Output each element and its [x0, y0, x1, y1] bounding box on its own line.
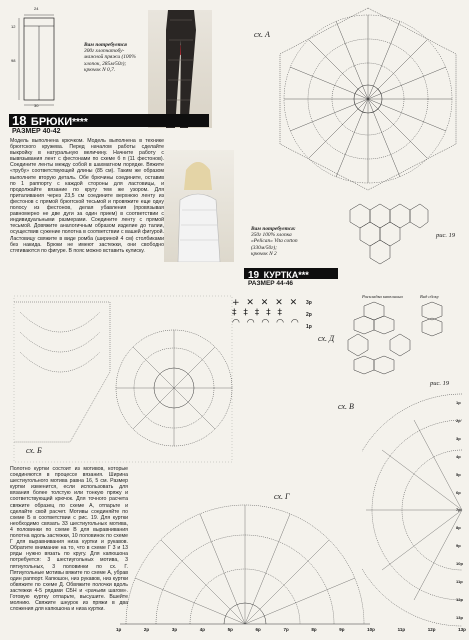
hood-layout-diagram	[344, 300, 414, 384]
right-row-3: 3р	[456, 435, 461, 441]
right-row-9: 9р	[456, 543, 461, 549]
right-row-8: 8р	[456, 525, 461, 531]
scheme-g-label: сх. Г	[274, 492, 290, 501]
figure-19-label-right: рис. 19	[430, 380, 450, 387]
scheme-d-row-3: ◠ ◠ ◠ ◠ ◠	[232, 318, 301, 328]
article-18-size: РАЗМЕР 40-42	[12, 128, 61, 135]
bottom-row-7: 7р	[283, 627, 289, 632]
figure-19-label-top: рис. 19	[436, 232, 456, 239]
scheme-d-row-2: ‡ ‡ ‡ ‡ ‡	[232, 308, 284, 318]
bottom-row-4: 4р	[199, 627, 205, 632]
materials-19-line-3: (330м/50г);	[251, 244, 277, 251]
materials-18-line-4: крючок N 0,7.	[84, 66, 116, 73]
pattern-dim-top: 24	[34, 6, 39, 11]
side-view-label: Вид сбоку	[420, 294, 439, 299]
bottom-row-1: 1р	[116, 627, 122, 632]
materials-18-line-3: хлопок, 285м/50г);	[84, 60, 127, 67]
article-19-stars: ***	[298, 270, 309, 280]
article-18-heading	[12, 114, 88, 127]
bottom-row-12: 12р	[427, 627, 436, 632]
bottom-row-8: 8р	[311, 627, 317, 632]
pattern-dim-left: 12	[11, 24, 16, 29]
scheme-v-diagram	[362, 390, 464, 630]
right-row-12: 12р	[456, 596, 463, 602]
bottom-row-3: 3р	[171, 627, 178, 632]
right-row-numbers	[456, 400, 468, 620]
materials-19-line-1: 350г 100% хлопка	[251, 232, 292, 239]
materials-18-line-1: 300г хлопчатобу-	[84, 48, 125, 55]
bottom-row-11: 11р	[397, 627, 406, 632]
pattern-dim-height: 98	[11, 58, 16, 63]
bottom-row-2: 2р	[143, 627, 150, 632]
right-row-1: 1р	[456, 400, 461, 405]
scheme-a-label: сх. А	[254, 30, 270, 39]
jacket-photo	[164, 150, 234, 262]
materials-19-line-4: крючок N 2	[251, 250, 277, 257]
pants-pattern-schematic	[14, 12, 66, 112]
materials-19-line-2: «Pelican» Vita cotton	[251, 238, 298, 245]
scheme-d-label: сх. Д	[318, 334, 335, 343]
article-19-heading	[248, 268, 309, 279]
hood-layout-label: Раскладка капюшона	[362, 294, 403, 299]
scheme-d-row-1: + ✕ ✕ ✕ ✕	[232, 298, 300, 308]
scheme-b-label: сх. Б	[26, 446, 42, 455]
materials-18-line-2: мажной пряжи (100%	[84, 54, 136, 61]
article-18-title: БРЮКИ	[30, 116, 73, 128]
materials-18	[84, 42, 154, 73]
right-row-4: 4р	[456, 453, 461, 459]
materials-19	[251, 226, 335, 257]
article-19-title: КУРТКА	[263, 270, 299, 280]
scheme-g-diagram	[120, 490, 370, 630]
bottom-row-6: 6р	[255, 627, 261, 632]
right-row-10: 10р	[456, 561, 463, 567]
scheme-b-diagram	[10, 292, 236, 464]
right-row-11: 11р	[456, 579, 463, 585]
scheme-v-label: сх. В	[338, 402, 354, 411]
article-18-number: 18	[12, 113, 27, 128]
scheme-a-diagram	[272, 4, 464, 194]
scheme-d-row-1p: 1р	[306, 324, 312, 330]
bottom-row-5: 5р	[227, 627, 233, 632]
scheme-d-symbols	[232, 298, 304, 342]
bottom-row-13: 13р	[458, 627, 466, 632]
article-18-stars: ****	[72, 117, 88, 128]
materials-18-line-0: Вам потребуется	[84, 42, 127, 48]
scheme-d-row-3p: 3р	[306, 300, 312, 306]
right-row-5: 5р	[456, 471, 461, 477]
bottom-row-9: 9р	[339, 627, 345, 632]
right-row-13: 13р	[456, 614, 463, 620]
article-18-body: Модель выполнена крючком. Модель выполнена в технике брюггского кружева. Перед началом работы сделайте выкройку в натуральную величину. Начните работу с вывязывания лент с фестонами по схеме б п (11 фестонов). Соедините ленты между собой в шахматном порядке. Вяжите «трубу» соответствующей длины (85 см). Таким же образом выполните вторую деталь. Обе брючины соедините, оставив по 1 раппорту с каждой стороны для ластовицы, и продолжайте вязание по кругу тем же узором. Для приталивания через 23,5 см соедините верхнюю ленту из фестонов с прямой брюггской тесьмой и провяжите еще одну полосу из фестонов, делая убавления (провязывая равномерно не две дуги за один прием) в соответствии с индивидуальными размерами. Соедините ленту с прямой тесьмой. Довяжите аналогичным образом изделие до талии, осуществив сужение полотна в соответствии с вашей фигурой. Ластовицу свяжите в виде ромба (шириной 4 см) столбиками без накида. Брюки не имеют застежки, они свободно стягиваются по фигуре. В пояс можно вставить кулиску.	[10, 138, 164, 254]
right-row-6: 6р	[456, 489, 461, 495]
right-row-7: 7р	[456, 507, 461, 513]
materials-19-line-0: Вам потребуется:	[251, 226, 296, 232]
side-view-diagram	[416, 300, 450, 346]
article-19-size: РАЗМЕР 44-46	[248, 280, 294, 287]
pattern-dim-bottom: 30	[34, 103, 39, 108]
figure-19-jacket-layout	[340, 200, 430, 270]
bottom-row-numbers	[116, 627, 466, 632]
bottom-row-10: 10р	[367, 627, 375, 632]
right-row-2: 2р	[456, 417, 461, 423]
scheme-d-row-2p: 2р	[306, 312, 312, 318]
article-19-number: 19	[248, 270, 260, 281]
article-19-body: Полотно куртки состоит из мотивов, которые соединяются в процессе вязания. Ширина шестиугольного мотива равна 16, 5 см. Размер куртки изменится, если использовать для вязания более толстую или тонкую пряжу и соответствующий крючок. Для точного расчета свяжите образец по схеме А, отпарьте и сделайте свой расчет. Мотивы соединяйте по схеме Б в соответствии с рис. 19. Для куртки необходимо связать 33 шестиугольных мотива, 4 половинки по схеме В для выравнивания полотна вдоль застежки, 10 половинок по схеме Г для выравнивания низа куртки и рукавов. Обратите внимание на то, что в схеме Г 3 и 13 ряды нужно вязать по кругу. Для капюшона потребуется: 3 шестиугольных мотива, 3 пятиугольных, 3 половинки по сх. Г. Пятиугольные мотивы вяжите по схеме А, убрав один раппорт. Капюшон, низ рукавов, низ куртки обвяжите по схеме Д. Обвяжите полочки вдоль застежки 4-5 рядами СБН и «рачьим шагом». Готовую куртку отпарьте, высушите. Вшейте молнию. Свяжите шнурок из пряжи в два сложения для капюшона и низа куртки.	[10, 466, 128, 613]
pants-photo	[148, 10, 212, 128]
